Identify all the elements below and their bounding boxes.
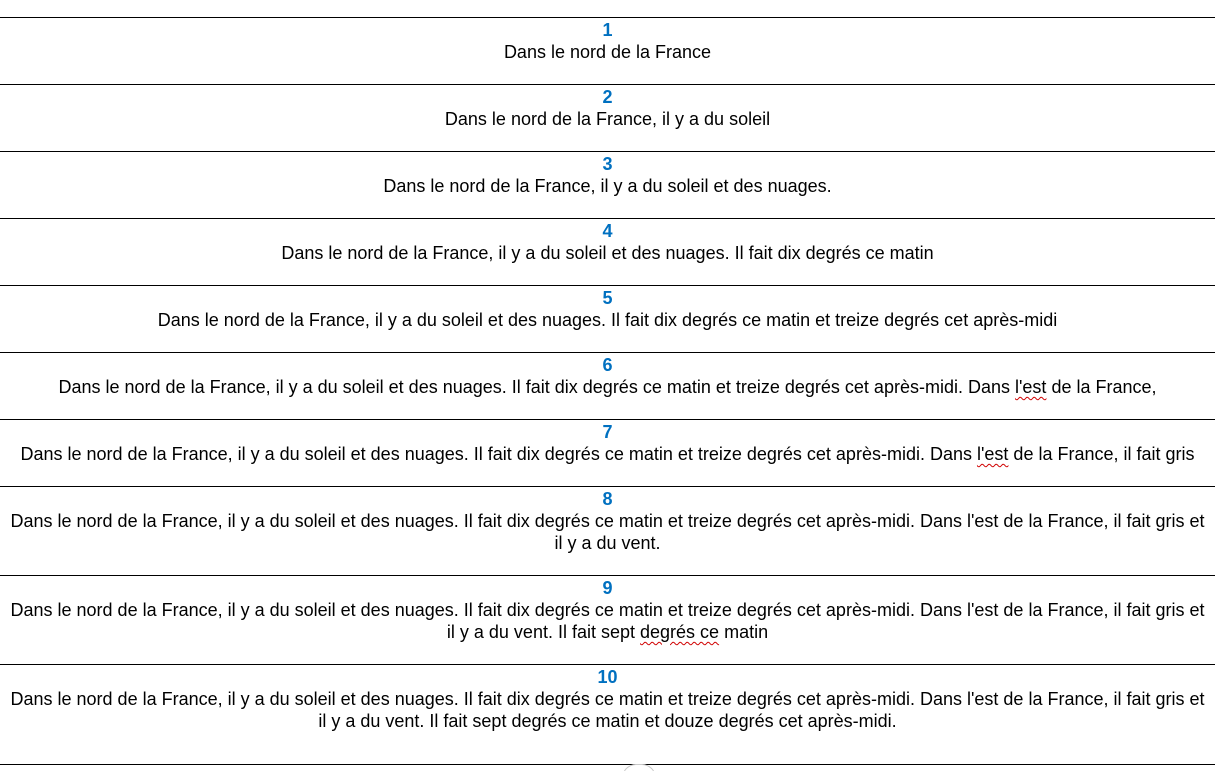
text-segment: Dans le nord de la France, il y a du soleil et des nuages. Il fait dix degrés ce matin et treize degrés cet après-midi. Dans [58,377,1015,397]
sentence-table [0,17,1215,765]
row-text[interactable]: Dans le nord de la France, il y a du soleil et des nuages. Il fait dix degrés ce matin et treize degrés cet après-midi. Dans l'est de la France, il fait gris et [10,600,1205,620]
table-row [0,152,1215,219]
row-number: 4 [602,221,613,241]
row-text-continuation[interactable] [447,621,768,643]
table-row [0,286,1215,353]
row-text[interactable]: Dans le nord de la France, il y a du soleil et des nuages. Il fait dix degrés ce matin [281,243,934,263]
row-text[interactable]: Dans le nord de la France [503,42,712,62]
row-text[interactable]: Dans le nord de la France, il y a du soleil et des nuages. Il fait dix degrés ce matin et treize degrés cet après-midi. Dans l'est de la France, il fait gris et [10,511,1205,531]
row-number: 3 [602,154,613,174]
table-row [0,85,1215,152]
row-number: 7 [602,422,613,442]
text-segment: il y a du vent. Il fait sept [446,622,641,642]
text-segment: matin [719,622,769,642]
table-row [0,487,1215,576]
row-number: 8 [602,489,613,509]
table-row [0,219,1215,286]
row-text-continuation[interactable]: il y a du vent. [554,533,661,553]
table-row [0,420,1215,487]
row-number: 1 [602,20,613,40]
row-number: 2 [602,87,613,107]
table-row [0,665,1215,765]
row-text[interactable] [59,376,1157,398]
row-text[interactable]: Dans le nord de la France, il y a du soleil et des nuages. Il fait dix degrés ce matin et treize degrés cet après-midi. Dans l'est de la France, il fait gris et [10,689,1205,709]
text-segment: Dans le nord de la France, il y a du soleil et des nuages. Il fait dix degrés ce matin et treize degrés cet après-midi. Dans [20,444,977,464]
row-text[interactable] [20,443,1194,465]
table-row [0,353,1215,420]
table-resize-handle-icon[interactable] [622,764,656,771]
row-number: 9 [602,578,613,598]
row-text[interactable]: Dans le nord de la France, il y a du soleil et des nuages. [383,176,832,196]
table-row [0,576,1215,665]
spelling-error-mark[interactable]: l'est [976,444,1009,464]
text-segment: de la France, [1046,377,1157,397]
row-number: 6 [602,355,613,375]
table-row [0,18,1215,85]
row-text-continuation[interactable]: il y a du vent. Il fait sept degrés ce matin et douze degrés cet après-midi. [318,711,897,731]
row-number: 5 [602,288,613,308]
row-text[interactable]: Dans le nord de la France, il y a du soleil [444,109,771,129]
row-number: 10 [597,667,618,687]
text-segment: de la France, il fait gris [1008,444,1195,464]
spelling-error-mark[interactable]: l'est [1014,377,1047,397]
grammar-error-mark[interactable]: degrés ce [640,622,720,642]
row-text[interactable]: Dans le nord de la France, il y a du soleil et des nuages. Il fait dix degrés ce matin et treize degrés cet après-midi [157,310,1058,330]
